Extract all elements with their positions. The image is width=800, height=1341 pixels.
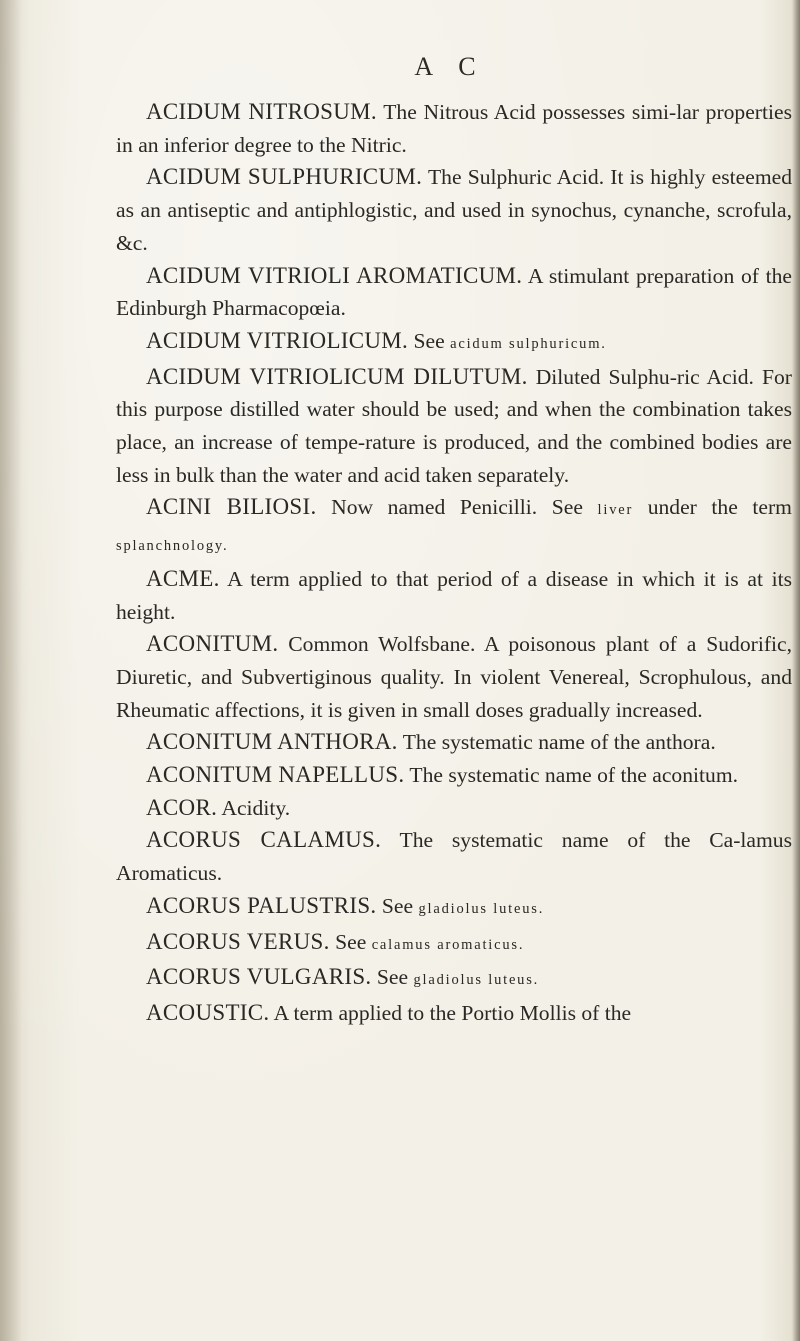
headword: ACORUS CALAMUS. <box>146 827 382 853</box>
cross-reference: gladiolus luteus. <box>418 900 545 917</box>
headword: ACIDUM VITRIOLICUM DILUTUM. <box>146 363 528 389</box>
definition: Common Wolfsbane. A poisonous plant of a Sudorific, Diuretic, and Subvertiginous quality. In violent Venereal, Scrophulous, and Rheumatic affections, it is given in small doses gradually increased. <box>116 632 792 722</box>
headword: ACIDUM NITROSUM. <box>146 99 377 124</box>
headword: ACOR. <box>146 794 218 820</box>
definition: Acidity. <box>217 795 291 820</box>
headword: ACINI BILIOSI. <box>146 494 317 520</box>
entry-aconitum-anthora <box>116 726 792 759</box>
definition: A term applied to the Portio Mollis of the <box>269 1000 632 1025</box>
definition: A term applied to that period of a disease in which it is at its height. <box>116 566 792 624</box>
entry-acme <box>116 563 792 628</box>
definition: The Sulphuric Acid. It is highly esteemed as an antiseptic and antiphlogistic, and used in synochus, cynanche, scrofula, &c. <box>116 165 792 255</box>
definition: The systematic name of the aconitum. <box>404 763 739 788</box>
cross-reference: acidum sulphuricum. <box>450 335 607 352</box>
headword: ACOUSTIC. <box>146 999 270 1025</box>
definition-continued: under the term <box>633 495 792 520</box>
entry-acorus-calamus <box>116 824 792 889</box>
definition: The systematic name of the Ca-lamus Aromaticus. <box>116 828 792 886</box>
definition: See <box>408 328 451 353</box>
cross-reference: splanchnology. <box>116 538 229 555</box>
definition: The Nitrous Acid possesses simi-lar properties in an inferior degree to the Nitric. <box>116 100 792 157</box>
headword: ACIDUM VITRIOLI AROMATICUM. <box>146 262 523 288</box>
gutter-shadow <box>0 0 22 1341</box>
definition: Diluted Sulphu-ric Acid. For this purpose distilled water should be used; and when the combination takes place, an increase of tempe-rature is produced, and the combined bodies are less in bulk than the water and acid taken separately. <box>116 364 792 487</box>
headword: ACIDUM SULPHURICUM. <box>146 164 423 190</box>
entry-acidum-vitrioli-aromaticum <box>116 260 792 325</box>
definition: See <box>376 893 419 918</box>
definition: A stimulant preparation of the Edinburgh Pharmacopœia. <box>116 263 792 321</box>
definition: Now named Penicilli. See <box>316 495 598 520</box>
page-edge <box>792 0 800 1341</box>
headword: ACONITUM NAPELLUS. <box>146 762 405 788</box>
entry-acor <box>116 792 792 825</box>
cross-reference: gladiolus luteus. <box>413 972 540 989</box>
entry-acoustic <box>116 997 792 1030</box>
headword: ACORUS VERUS. <box>146 928 330 954</box>
entry-acidum-vitriolicum <box>116 325 792 361</box>
definition: See <box>329 929 372 954</box>
definition: The systematic name of the anthora. <box>397 730 716 755</box>
entry-acidum-nitrosum <box>116 96 792 161</box>
entry-acidum-sulphuricum <box>116 161 792 259</box>
headword: ACME. <box>146 565 220 591</box>
running-head: A C <box>414 52 486 81</box>
headword: ACONITUM ANTHORA. <box>146 729 398 755</box>
definition: See <box>371 965 414 990</box>
entry-acini-biliosi <box>116 491 792 562</box>
entry-acorus-verus <box>116 926 792 962</box>
entry-aconitum-napellus <box>116 759 792 792</box>
entry-acidum-vitriolicum-dilutum <box>116 361 792 492</box>
entry-acorus-vulgaris <box>116 961 792 997</box>
cross-reference: liver <box>597 502 634 519</box>
entries-column <box>116 96 792 1030</box>
entry-aconitum <box>116 628 792 726</box>
cross-reference: calamus aromaticus. <box>371 936 525 953</box>
entry-acorus-palustris <box>116 890 792 926</box>
headword: ACORUS PALUSTRIS. <box>146 892 377 918</box>
headword: ACORUS VULGARIS. <box>146 964 372 990</box>
headword: ACIDUM VITRIOLICUM. <box>146 327 409 353</box>
headword: ACONITUM. <box>146 631 279 657</box>
